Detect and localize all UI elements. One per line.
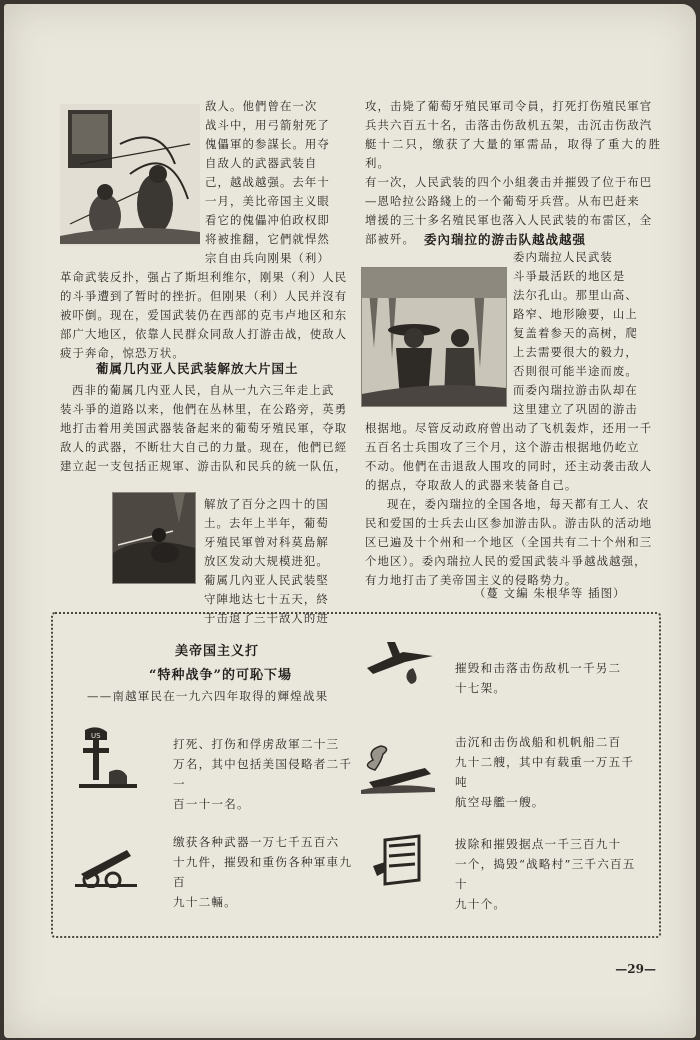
text-line: 于击退了三千敌人的进 [204, 611, 329, 625]
venezuela-text [365, 419, 661, 590]
text-line: 有力地打击了美帝国主义的侵略势力。 [365, 573, 578, 587]
stat-casualties [173, 734, 353, 814]
text-line: 一月，美比帝国主义眼 [205, 194, 330, 208]
stat-line: 摧毁和击落击伤敌机一千另二 [455, 661, 622, 675]
stat-weapons [173, 832, 357, 912]
stat-line: 航空母艦一艘。 [455, 795, 545, 809]
text-line: 上去需要很大的毅力， [513, 345, 638, 359]
text-line: 看它的傀儡冲伯政权即 [205, 213, 330, 227]
text-line: 装斗爭的道路以来，他們在丛林里，在公路旁，英勇 [60, 402, 348, 416]
text-line: 民和爱国的士兵去山区参加游击队。游击队的活动地 [365, 516, 653, 530]
right-top-text [365, 97, 661, 249]
stat-line: 打死、打伤和俘虏敌軍二十三 [173, 737, 340, 751]
stat-line: 万名，其中包括美国侵略者二千一 [173, 757, 353, 791]
sinking-ship-icon [361, 742, 435, 794]
text-line: 疲于奔命，惊恐万状。 [60, 346, 185, 360]
text-line: 守陣地达七十五天，終 [204, 592, 329, 606]
archers-illustration [60, 104, 200, 246]
text-line: 斗爭最活跃的地区是 [513, 269, 626, 283]
box-subtitle: ——南越軍民在一九六四年取得的輝煌战果 [87, 689, 329, 703]
cannon-icon [75, 844, 137, 888]
text-line: 兵共六百五十名，击落击伤敌机五架，击沉击伤敌汽 [365, 118, 653, 132]
stat-line: 百一十一名。 [173, 797, 250, 811]
fort-icon [371, 832, 429, 890]
text-line: 艇十二只，缴获了大量的軍需品，取得了重大的胜利。 [365, 137, 661, 170]
stat-ships [455, 732, 639, 812]
section-heading-venezuela: 委內瑞拉的游击队越战越强 [424, 232, 587, 247]
stat-line: 十九件，摧毁和重伤各种軍車九百 [173, 855, 353, 889]
text-line: 战斗中，用弓箭射死了 [205, 118, 330, 132]
text-line: 区已遍及十个州和一个地区（全国共有二十个州和三 [365, 535, 653, 549]
guerrillas-illustration [361, 267, 507, 407]
stat-aircraft [455, 658, 639, 698]
text-line: 个地区）。委內瑞拉人民的爱国武装斗爭越战越强， [365, 554, 647, 568]
guinea-text [60, 381, 352, 476]
venezuela-side-text [513, 248, 661, 419]
box-title-line1: 美帝国主义打 [175, 644, 260, 659]
text-line: 敌人的武器，不断壮大自己的力量。现在，他們已經 [60, 440, 348, 454]
text-line: 根据地。尽管反动政府曾出动了飞机轰炸，还用一千 [365, 421, 653, 435]
soldier-grave-icon [79, 726, 137, 788]
text-line: —恩哈拉公路綫上的一个葡萄牙兵营。从布巴赶来 [365, 194, 640, 208]
text-line: 现在，委內瑞拉的全国各地，每天都有工人、农 [387, 497, 650, 511]
rifleman-illustration [112, 492, 196, 584]
text-line: 宗自由兵向刚果（利） [205, 251, 330, 265]
text-line: 复盖着参天的高树，爬 [513, 326, 638, 340]
text-line: 法尔孔山。那里山高、 [513, 288, 638, 302]
section-heading-guinea: 葡属几内亚人民武装解放大片国土 [96, 361, 299, 376]
stat-line: 九十二輛。 [173, 895, 237, 909]
crashed-plane-icon [363, 638, 437, 686]
text-line: 地打击着用美国武器装备起来的葡萄牙殖民軍，夺取 [60, 421, 348, 435]
text-line: 攻，击毙了葡萄牙殖民軍司令員，打死打伤殖民軍官 [365, 99, 653, 113]
text-line: 将被推翻，它們就悍然 [205, 232, 330, 246]
stat-line: 一个，捣毁“战略村”三千六百五十 [455, 857, 636, 891]
text-line: 敌人。他們曾在一次 [205, 99, 318, 113]
text-line: 不动。他們在击退敌人围攻的同时，还主动袭击敌人 [365, 459, 653, 473]
text-line: 的据点，夺取敌人的武器来装备自己。 [365, 478, 578, 492]
text-line: 自敌人的武器武装自 [205, 156, 318, 170]
text-line: 革命武装反扑，强占了斯坦利维尔，刚果（利）人民 [60, 270, 348, 284]
guinea-side-text [204, 495, 352, 628]
stat-line: 九十个。 [455, 897, 507, 911]
text-line: 五百名士兵围攻了三个月，这个游击根据地仍屹立 [365, 440, 640, 454]
box-title-line2: “特种战争”的可恥下場 [149, 668, 292, 683]
text-line: 部广大地区，依靠人民群众同敌人打游击战，使敌人 [60, 327, 348, 341]
stat-line: 十七架。 [455, 681, 507, 695]
text-line: 的斗爭遭到了暂时的挫折。但刚果（利）人民并沒有 [60, 289, 348, 303]
text-line: 增援的三十多名殖民軍也落入人民武装的布雷区，全 [365, 213, 653, 227]
stat-line: 九十二艘，其中有载重一万五千吨 [455, 755, 635, 789]
text-line: 被吓倒。现在，爱国武装仍在西部的克韦卢地区和东 [60, 308, 348, 322]
page-number: —29— [615, 962, 656, 976]
svg-text:US: US [91, 732, 101, 740]
left-top-tail-text [60, 268, 352, 363]
stats-box [51, 612, 661, 938]
text-line: 部被歼。 [365, 232, 415, 246]
text-line: 土。去年上半年，葡萄 [204, 516, 329, 530]
magazine-page [4, 4, 696, 1038]
text-line: 委内瑞拉人民武装 [513, 250, 613, 264]
stat-line: 击沉和击伤战船和机帆船二百 [455, 735, 622, 749]
illustration-credit: （蔓 文編 朱根华等 插图） [474, 586, 626, 600]
text-line: 否則很可能半途而废。 [513, 364, 638, 378]
text-line: 而委內瑞拉游击队却在 [513, 383, 638, 397]
text-line: 放区发动大规模进犯。 [204, 554, 329, 568]
stat-line: 拔除和摧毁据点一千三百九十 [455, 837, 622, 851]
text-line: 解放了百分之四十的国 [204, 497, 329, 511]
text-line: 傀儡軍的参謀长。用夺 [205, 137, 330, 151]
text-line: 西非的葡属几内亚人民，自从一九六三年走上武 [72, 383, 335, 397]
stat-line: 缴获各种武器一万七千五百六 [173, 835, 340, 849]
stat-strongholds [455, 834, 639, 914]
text-line: 建立起一支包括正规軍、游击队和民兵的統一队伍， [60, 459, 348, 473]
left-top-text [205, 97, 353, 268]
text-line: 这里建立了巩固的游击 [513, 402, 638, 416]
text-line: 有一次，人民武装的四个小組袭击并摧毁了位于布巴 [365, 175, 653, 189]
text-line: 葡属几內亚人民武装堅 [204, 573, 329, 587]
text-line: 己，越战越强。去年十 [205, 175, 330, 189]
text-line: 路窄、地形險要，山上 [513, 307, 638, 321]
text-line: 牙殖民軍曾对科莫島解 [204, 535, 329, 549]
